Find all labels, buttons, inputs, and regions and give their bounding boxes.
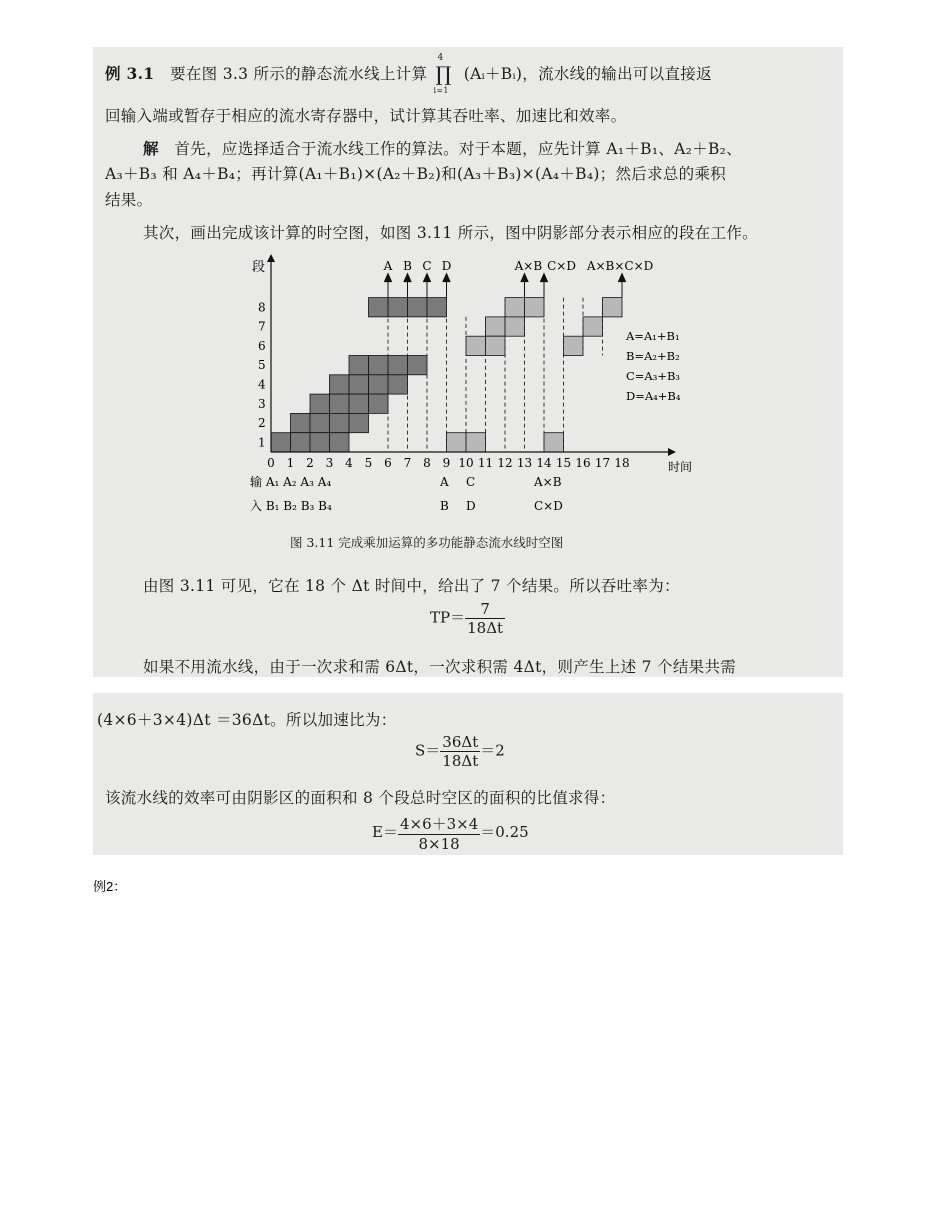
e-lhs: E＝	[372, 823, 398, 841]
y-tick-label: 4	[258, 377, 266, 392]
add-cell	[369, 356, 389, 375]
add-cell	[349, 394, 369, 413]
x-tick-label: 16	[575, 456, 591, 470]
top-label: A×B×C×D	[586, 259, 654, 273]
input-row-2: 入 B₁ B₂ B₃ B₄	[250, 499, 332, 513]
add-cell	[349, 413, 369, 432]
add-cell	[330, 375, 350, 394]
result-arrowhead	[404, 274, 411, 282]
x-tick-label: 1	[286, 456, 295, 470]
product-upper: 4	[437, 53, 444, 63]
mul-cell	[447, 433, 467, 452]
add-cell	[369, 298, 389, 317]
speedup-equation	[415, 733, 505, 770]
throughput-equation	[430, 600, 505, 637]
solution-line-2: A₃＋B₃ 和 A₄＋B₄；再计算(A₁＋B₁)×(A₂＋B₂)和(A₃＋B₃)×(A₄＋B₄)；然后求总的乘积	[105, 165, 727, 183]
legend-item-b: B=A₂+B₂	[626, 349, 680, 363]
y-tick-label: 1	[258, 435, 266, 450]
y-tick-label: 5	[258, 358, 266, 373]
output-row1-a: A	[440, 475, 449, 489]
add-cell	[310, 433, 330, 452]
efficiency-text: 该流水线的效率可由阴影区的面积和 8 个段总时空区的面积的比值求得：	[105, 789, 616, 807]
mul-cell	[564, 336, 584, 355]
solution-line-4: 其次，画出完成该计算的时空图，如图 3.11 所示，图中阴影部分表示相应的段在工作。	[143, 224, 758, 242]
speedup-text-1: 如果不用流水线，由于一次求和需 6Δt，一次求积需 4Δt，则产生上述 7 个结果共需	[143, 658, 737, 676]
result-arrowhead	[385, 274, 392, 282]
y-tick-label: 6	[258, 338, 266, 353]
x-tick-label: 7	[403, 456, 412, 470]
x-tick-label: 10	[458, 456, 474, 470]
add-cell	[349, 356, 369, 375]
add-cell	[369, 375, 389, 394]
x-tick-label: 5	[364, 456, 373, 470]
add-cell	[330, 394, 350, 413]
solution-line-3: 结果。	[105, 191, 153, 209]
x-tick-label: 8	[423, 456, 431, 470]
add-cell	[349, 375, 369, 394]
add-cell	[310, 394, 330, 413]
x-tick-label: 11	[477, 456, 494, 470]
top-label: A×B	[514, 259, 543, 273]
output-row1-c: C	[466, 475, 476, 489]
efficiency-equation	[372, 813, 529, 853]
x-axis-arrowhead	[668, 448, 676, 456]
example-2-label: 例2：	[93, 879, 127, 894]
y-axis-label: 段	[252, 260, 266, 275]
x-tick-label: 6	[384, 456, 392, 470]
add-cell	[291, 413, 311, 432]
solution-label: 解	[143, 139, 159, 158]
diagram-arrows	[385, 274, 626, 298]
input-labels	[250, 474, 332, 513]
x-tick-label: 2	[306, 456, 314, 470]
add-cell	[310, 413, 330, 432]
y-tick-label: 8	[258, 300, 266, 315]
legend-item-a: A=A₁+B₁	[626, 329, 680, 343]
legend	[625, 329, 681, 403]
example-label: 例 3.1	[105, 64, 155, 83]
output-row2-cxd: C×D	[534, 499, 563, 513]
add-cell	[408, 298, 428, 317]
tp-numerator: 7	[465, 600, 505, 619]
add-cell	[369, 394, 389, 413]
add-cell	[388, 298, 408, 317]
x-tick-label: 17	[594, 456, 611, 470]
mul-cell	[505, 317, 525, 336]
mul-cell	[466, 336, 486, 355]
s-denominator: 18Δt	[442, 752, 479, 770]
top-label: B	[403, 259, 412, 273]
s-numerator: 36Δt	[442, 733, 479, 751]
add-cell	[427, 298, 447, 317]
speedup-text-2: (4×6＋3×4)Δt ＝36Δt。所以加速比为：	[97, 711, 397, 729]
mul-cell	[486, 317, 506, 336]
legend-item-c: C=A₃+B₃	[626, 369, 681, 383]
mul-cell	[466, 433, 486, 452]
x-tick-label: 15	[555, 456, 572, 470]
mul-cell	[544, 433, 564, 452]
add-cell	[388, 375, 408, 394]
legend-item-d: D=A₄+B₄	[626, 389, 681, 403]
top-label: D	[441, 259, 452, 273]
x-tick-label: 3	[325, 456, 334, 470]
product-symbol: 4 ∏ i=1	[433, 53, 452, 95]
y-tick-label: 3	[258, 396, 266, 411]
example-text-b: (Aᵢ＋Bᵢ)，流水线的输出可以直接返	[463, 65, 712, 83]
x-tick-labels	[267, 456, 629, 470]
example-line-1	[105, 53, 712, 95]
solution-line-1	[143, 137, 742, 159]
output-row2-d: D	[466, 499, 476, 513]
s-lhs: S＝	[415, 741, 441, 760]
result-arrowhead	[521, 274, 528, 282]
output-labels	[439, 475, 563, 513]
y-axis-arrowhead	[267, 254, 275, 262]
add-cell	[291, 433, 311, 452]
figure-caption: 图 3.11 完成乘加运算的多功能静态流水线时空图	[290, 535, 564, 550]
x-tick-label: 12	[497, 456, 513, 470]
top-label: C	[422, 259, 432, 273]
example-line-2: 回输入端或暂存于相应的流水寄存器中，试计算其吞吐率、加速比和效率。	[105, 107, 627, 125]
x-tick-label: 14	[536, 456, 552, 470]
output-row2-b: B	[440, 499, 449, 513]
result-arrowhead	[541, 274, 548, 282]
y-tick-label: 2	[258, 416, 266, 431]
e-rhs: ＝0.25	[480, 823, 529, 841]
result-arrowhead	[443, 274, 450, 282]
add-cell	[330, 413, 350, 432]
add-cell	[330, 433, 350, 452]
top-label: C×D	[547, 259, 576, 273]
tp-lhs: TP＝	[430, 608, 466, 627]
input-row-1: 输 A₁ A₂ A₃ A₄	[250, 475, 332, 489]
add-cell	[408, 356, 428, 375]
y-tick-label: 7	[258, 319, 266, 334]
x-tick-label: 0	[267, 456, 275, 470]
x-tick-label: 13	[516, 456, 533, 470]
mul-cell	[505, 298, 525, 317]
s-rhs: ＝2	[480, 741, 505, 760]
mul-cell	[525, 298, 545, 317]
mul-cell	[583, 317, 603, 336]
x-axis-label: 时间	[668, 460, 693, 474]
space-time-diagram	[240, 250, 710, 528]
e-fraction	[398, 813, 480, 853]
e-denominator: 8×18	[418, 835, 460, 853]
add-cell	[271, 433, 291, 452]
mul-cell	[603, 298, 623, 317]
add-cell	[388, 356, 408, 375]
x-tick-label: 18	[614, 456, 630, 470]
mul-cell	[486, 336, 506, 355]
y-tick-labels	[258, 300, 266, 449]
top-labels	[383, 259, 654, 273]
output-row1-axb: A×B	[534, 475, 562, 489]
s-fraction	[440, 733, 480, 770]
throughput-text: 由图 3.11 可见，它在 18 个 Δt 时间中，给出了 7 个结果。所以吞吐率为：	[143, 577, 680, 595]
e-numerator: 4×6＋3×4	[399, 815, 479, 833]
example-text-a: 要在图 3.3 所示的静态流水线上计算	[170, 65, 428, 83]
product-lower: i=1	[433, 86, 449, 95]
x-tick-label: 9	[442, 456, 451, 470]
tp-denominator: 18Δt	[467, 619, 504, 637]
result-arrowhead	[424, 274, 431, 282]
x-tick-label: 4	[345, 456, 353, 470]
solution-text-1: 首先，应选择适合于流水线工作的算法。对于本题，应先计算 A₁＋B₁、A₂＋B₂、	[174, 140, 742, 158]
tp-fraction	[465, 600, 505, 637]
result-arrowhead	[619, 274, 626, 282]
top-label: A	[383, 259, 393, 273]
